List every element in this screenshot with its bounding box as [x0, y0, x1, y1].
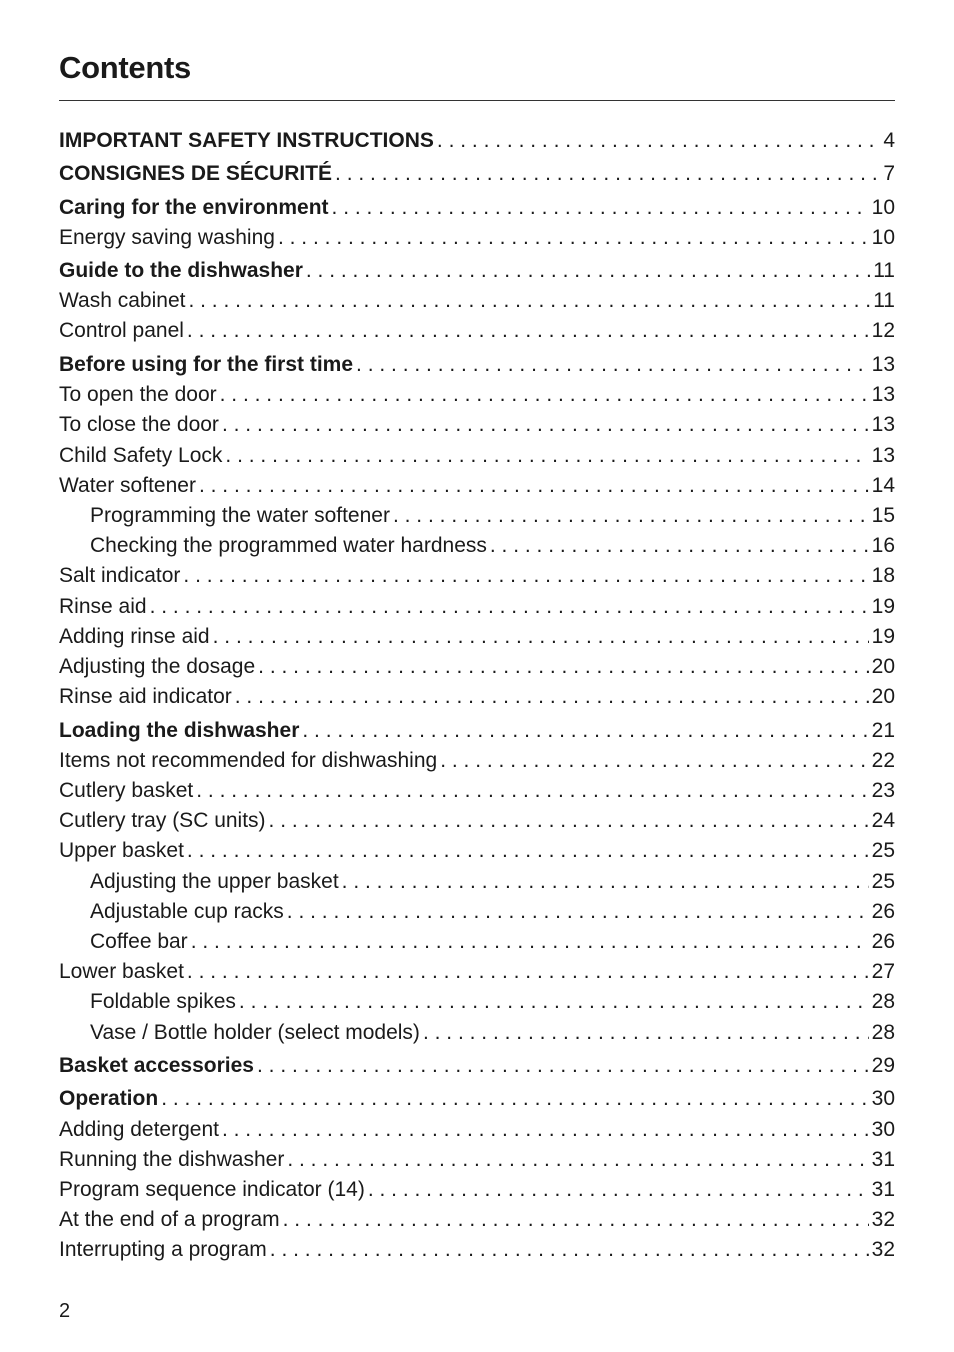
toc-entry-page: 4 — [883, 129, 895, 152]
toc-entry-title: Adding detergent — [59, 1118, 219, 1141]
toc-entry[interactable] — [59, 1146, 895, 1174]
toc-entry-title: Rinse aid — [59, 595, 147, 618]
toc-entry-page: 14 — [871, 474, 895, 497]
toc-entry-title: Operation — [59, 1087, 159, 1110]
toc-entry[interactable] — [59, 257, 895, 285]
toc-entry-page: 26 — [871, 900, 895, 923]
toc-entry-page: 19 — [871, 625, 895, 648]
dot-leader — [270, 1236, 869, 1264]
toc-entry-title: Coffee bar — [90, 930, 188, 953]
dot-leader — [225, 442, 868, 470]
toc-entry-title: To close the door — [59, 413, 219, 436]
toc-entry[interactable] — [59, 160, 895, 188]
toc-entry-page: 12 — [871, 319, 895, 342]
dot-leader — [287, 898, 869, 926]
toc-entry-title: Cutlery basket — [59, 779, 194, 802]
toc-entry-title: Adding rinse aid — [59, 625, 210, 648]
toc-entry[interactable] — [59, 502, 895, 530]
toc-entry[interactable] — [59, 593, 895, 621]
toc-entry-page: 29 — [871, 1054, 895, 1077]
dot-leader — [239, 988, 869, 1016]
toc-entry-title: Adjusting the upper basket — [90, 870, 339, 893]
toc-entry[interactable] — [59, 1019, 895, 1047]
toc-entry-title: Items not recommended for dishwashing — [59, 749, 438, 772]
page-title: Contents — [59, 50, 191, 85]
dot-leader — [393, 502, 869, 530]
dot-leader — [332, 194, 869, 222]
toc-entry-page: 31 — [871, 1148, 895, 1171]
dot-leader — [283, 1206, 869, 1234]
toc-entry-page: 11 — [873, 259, 895, 282]
toc-entry-title: Caring for the environment — [59, 196, 329, 219]
toc-entry-title: Adjusting the dosage — [59, 655, 256, 678]
toc-entry-page: 7 — [883, 162, 895, 185]
toc-entry-page: 10 — [871, 196, 895, 219]
toc-entry-title: Checking the programmed water hardness — [90, 534, 487, 557]
toc-entry-page: 24 — [871, 809, 895, 832]
toc-entry-title: Child Safety Lock — [59, 444, 223, 467]
toc-entry-title: Vase / Bottle holder (select models) — [90, 1021, 420, 1044]
toc-entry-title: Basket accessories — [59, 1054, 254, 1077]
dot-leader — [191, 928, 869, 956]
toc-entry[interactable] — [59, 381, 895, 409]
toc-entry[interactable] — [59, 958, 895, 986]
toc-entry-page: 25 — [871, 870, 895, 893]
toc-entry-title: Running the dishwasher — [59, 1148, 285, 1171]
dot-leader — [302, 717, 868, 745]
title-divider — [59, 100, 895, 101]
toc-entry-title: Wash cabinet — [59, 289, 186, 312]
toc-entry[interactable] — [59, 683, 895, 711]
toc-entry-page: 11 — [873, 289, 895, 312]
toc-entry-page: 13 — [871, 413, 895, 436]
dot-leader — [183, 562, 868, 590]
toc-entry[interactable] — [59, 1085, 895, 1113]
toc-entry[interactable] — [59, 898, 895, 926]
toc-entry-title: IMPORTANT SAFETY INSTRUCTIONS — [59, 129, 434, 152]
toc-entry-page: 20 — [871, 655, 895, 678]
dot-leader — [150, 593, 869, 621]
dot-leader — [213, 623, 869, 651]
toc-entry[interactable] — [59, 562, 895, 590]
dot-leader — [220, 381, 869, 409]
toc-entry-page: 15 — [871, 504, 895, 527]
toc-entry[interactable] — [59, 127, 895, 155]
toc-entry-page: 13 — [871, 353, 895, 376]
toc-entry-page: 22 — [871, 749, 895, 772]
toc-entry[interactable] — [59, 1236, 895, 1264]
dot-leader — [257, 1052, 869, 1080]
toc-entry-title: Programming the water softener — [90, 504, 390, 527]
toc-entry[interactable] — [59, 988, 895, 1016]
toc-entry[interactable] — [59, 194, 895, 222]
dot-leader — [199, 472, 869, 500]
toc-entry[interactable] — [59, 837, 895, 865]
toc-entry-title: Control panel — [59, 319, 184, 342]
dot-leader — [196, 777, 868, 805]
dot-leader — [368, 1176, 869, 1204]
toc-entry-title: To open the door — [59, 383, 217, 406]
toc-entry-title: Energy saving washing — [59, 226, 275, 249]
toc-entry-title: Program sequence indicator (14) — [59, 1178, 365, 1201]
toc-entry-page: 21 — [871, 719, 895, 742]
toc-entry[interactable] — [59, 653, 895, 681]
toc-entry-title: Interrupting a program — [59, 1238, 267, 1261]
toc-entry-title: Adjustable cup racks — [90, 900, 284, 923]
toc-entry-page: 18 — [871, 564, 895, 587]
toc-entry-page: 28 — [871, 1021, 895, 1044]
toc-entry[interactable] — [59, 287, 895, 315]
dot-leader — [342, 868, 869, 896]
toc-entry[interactable] — [59, 411, 895, 439]
toc-entry-page: 13 — [871, 383, 895, 406]
dot-leader — [258, 653, 868, 681]
toc-entry-title: Rinse aid indicator — [59, 685, 232, 708]
toc-entry[interactable] — [59, 747, 895, 775]
toc-entry-title: Upper basket — [59, 839, 184, 862]
toc-entry[interactable] — [59, 777, 895, 805]
toc-entry[interactable] — [59, 717, 895, 745]
toc-entry-page: 32 — [871, 1238, 895, 1261]
toc-entry[interactable] — [59, 1176, 895, 1204]
dot-leader — [161, 1085, 868, 1113]
dot-leader — [423, 1019, 869, 1047]
toc-entry-page: 16 — [871, 534, 895, 557]
dot-leader — [490, 532, 869, 560]
toc-entry-title: Foldable spikes — [90, 990, 236, 1013]
toc-entry[interactable] — [59, 928, 895, 956]
toc-entry-page: 27 — [871, 960, 895, 983]
toc-entry-page: 28 — [871, 990, 895, 1013]
toc-entry-page: 20 — [871, 685, 895, 708]
dot-leader — [235, 683, 869, 711]
dot-leader — [187, 317, 869, 345]
toc-entry[interactable] — [59, 868, 895, 896]
toc-entry-title: Salt indicator — [59, 564, 181, 587]
dot-leader — [437, 127, 880, 155]
toc-entry-page: 30 — [871, 1087, 895, 1110]
dot-leader — [278, 224, 869, 252]
toc-entry[interactable] — [59, 623, 895, 651]
toc-entry[interactable] — [59, 1052, 895, 1080]
toc-entry-title: Water softener — [59, 474, 196, 497]
toc-entry[interactable] — [59, 351, 895, 379]
toc-entry-page: 26 — [871, 930, 895, 953]
toc-entry-title: CONSIGNES DE SÉCURITÉ — [59, 162, 333, 185]
toc-entry-title: Cutlery tray (SC units) — [59, 809, 266, 832]
dot-leader — [222, 1116, 869, 1144]
toc-entry-page: 30 — [871, 1118, 895, 1141]
toc-entry-page: 19 — [871, 595, 895, 618]
dot-leader — [187, 958, 869, 986]
toc-entry[interactable] — [59, 807, 895, 835]
dot-leader — [287, 1146, 868, 1174]
toc-entry-page: 10 — [871, 226, 895, 249]
toc-entry-title: Loading the dishwasher — [59, 719, 300, 742]
toc-entry-page: 13 — [871, 444, 895, 467]
dot-leader — [187, 837, 869, 865]
toc-entry-title: At the end of a program — [59, 1208, 280, 1231]
toc-entry-page: 31 — [871, 1178, 895, 1201]
toc-entry-page: 23 — [871, 779, 895, 802]
dot-leader — [222, 411, 869, 439]
dot-leader — [356, 351, 869, 379]
toc-entry-page: 25 — [871, 839, 895, 862]
toc-entry-title: Lower basket — [59, 960, 184, 983]
toc-entry[interactable] — [59, 317, 895, 345]
toc-entry-title: Before using for the first time — [59, 353, 354, 376]
toc-entry[interactable] — [59, 442, 895, 470]
dot-leader — [306, 257, 870, 285]
toc-entry[interactable] — [59, 1116, 895, 1144]
page-number: 2 — [59, 1300, 71, 1322]
toc-entry-page: 32 — [871, 1208, 895, 1231]
toc-entry[interactable] — [59, 1206, 895, 1234]
dot-leader — [188, 287, 870, 315]
toc-entry[interactable] — [59, 532, 895, 560]
dot-leader — [440, 747, 868, 775]
dot-leader — [335, 160, 880, 188]
dot-leader — [269, 807, 869, 835]
toc-entry-title: Guide to the dishwasher — [59, 259, 303, 282]
toc-entry[interactable] — [59, 224, 895, 252]
toc-entry[interactable] — [59, 472, 895, 500]
